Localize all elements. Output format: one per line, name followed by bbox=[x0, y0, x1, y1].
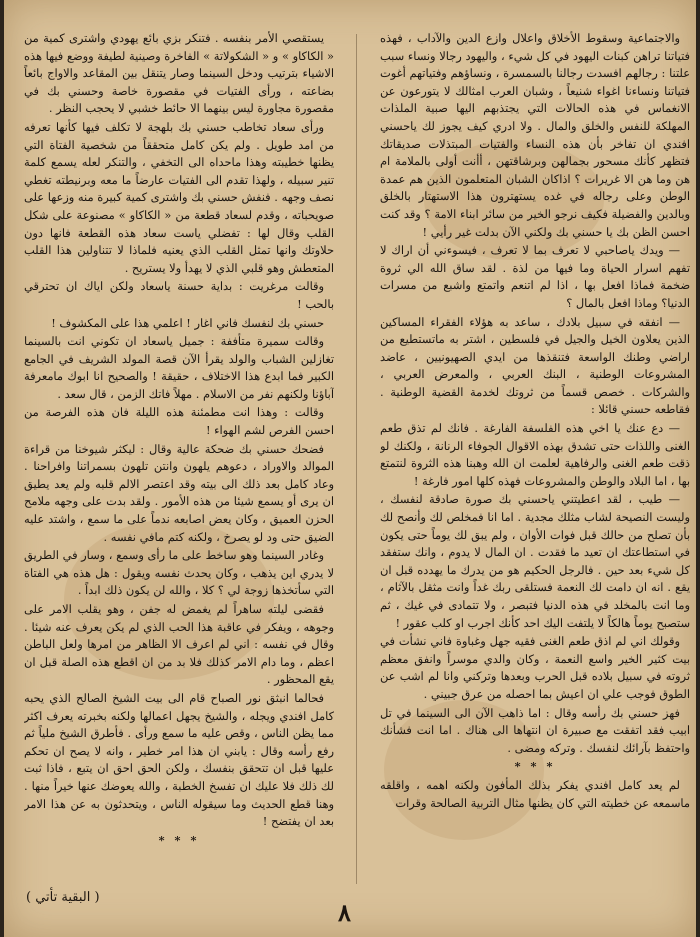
paragraph: — انفقه في سبيل بلادك ، ساعد به هؤلاء الفقراء المساكين الذين يعلاون الخيل والجيل في فلسطين ، اشتر به ماتستطيع من اراضي وطنك الواسعة فتنقذها من ايدي الصهيونيين ، عاضد المشروعات الوطنية ، البنك العربي ، والمعرض العربي ، والشركات . خصص قسماً من ثروتك لخدمة القضية الوطنية . فقاطعه حسني قائلا : bbox=[380, 314, 690, 417]
right-column bbox=[380, 30, 690, 890]
continued-note: ( البقية تأتي ) bbox=[26, 890, 100, 905]
section-separator: * * * bbox=[514, 759, 556, 774]
paragraph: فضحك حسني بك ضحكة عالية وقال : ليكثر شيوخنا من قراءة الموالد والاوراد ، دعوهم يلهون وانتن تلهون بسمراتنا وافراحنا . وعاد كامل بعد ذلك الى بيته وقد اعتصر الالم قلبه ولم يعد يطيق ان يرى أو يسمع شيئا من هذه الأمور . ولقد بدت على وجهه ملامح الحزن العميق ، وكان يعض اصابعه ندماً على ما سمع ، واشتد عليه الضيق حتى ود لو يصرخ ، ولكنه كتم مافي نفسه . bbox=[24, 441, 334, 544]
paragraph: والاجتماعية وسقوط الأخلاق واعلال وازع الدين والآداب ، فهذه فتياتنا تراهن كبنات اليهود في كل شيء ، واليهود رجالا ونساء سبب علتنا : رجالهم افسدت رجالنا بالسمسرة ، ونساؤهم وفتياتهم أغوت فتياتنا ونساءنا اغواء شنيعاً ، وشبان العرب امثالك لا يتورعون عن الانغماس في هذه الحالات التي يجتذبهم اليها صبية الملذات المهلكة للنفس والخلق والمال . ولا ادري كيف يجوز لك ياحسني افندي ان تفاخر بأن هذه النساء والفتيات المبتذلات صديقاتك فتظهر كأنك مسحور بجمالهن وبرشاقتهن ، أأنت أولى بالملامة ام هن وما هن الا غريرات ؟ اذاكان الشبان المتعلمون الذين هم عمدة الوطن وعلى رجاله في غده يستهترون هذا الاستهتار بالخلق وبالدين والفضيلة فكيف نرجو الخير من سائر ابناء الامة ؟ وقد كنت احسن الظن بك يا حسني بك ولكني الآن بدلت غير رأيي ! bbox=[380, 31, 690, 239]
paragraph: لم يعد كامل افندي يفكر بذلك المأفون ولكنه اهمه ، واقلقه ماسمعه عن خطيته التي كان يظنها مثال التربية الصالحة وقرات bbox=[380, 777, 690, 810]
paragraph: يستقصي الأمر بنفسه . فتنكر بزي بائع يهودي واشترى كمية من « الكاكاو » و « الشكولاتة » الفاخرة وصينية لطيفة ووضع فيها هذه الاشياء بترتيب ودخل السينما وصار يتنقل بين المقاعد والاواج بائعاً بضاعته ، ورأى الفتيات في مقصورة خاصة وحسني بك في مقصورة مجاورة ليس بينهما الا حائط خشبي لا يحجب النظر . bbox=[24, 31, 334, 116]
column-divider bbox=[356, 34, 357, 884]
paragraph: وقالت : وهذا انت مطمئنة هذه الليلة فان هذه الفرصة من احسن الفرص لشم الهواء ! bbox=[24, 405, 334, 438]
paragraph: — طيب ، لقد اعطيتني ياحسني بك صورة صادقة لنفسك ، وليست النصيحة لشاب مثلك مجدية . اما انا فمخلص لك وأنصح لك بأن تصلح من حالك قبل فوات الأوان ، ولم يبق لك يوماً حتى يكون في استطاعتك ان تعيد ما فقدت . ان المال لا يدوم ، وانك ستفقد كل شيء بعد حين . فالرجل الحكيم هو من يدرك ما يهدده قبل ان يقع . انه ان دامت لك النعمة فستلقى ربك غداً وانت مثقل بالآثام ، وما انت بالمخلد في هذه الدنيا فتبصر ، ولا تتمادى في غيك ، ثم ستصبح يوماً هالكاً لا يلتفت اليك احد كأنك اجرب او كلب عقور ! bbox=[380, 492, 690, 630]
paragraph: — دع عنك يا اخي هذه الفلسفة الفارغة . فانك لم تذق طعم الغنى واللذات حتى تشدق بهذه الاقوال الجوفاء الرنانة ، ولكنك لو ذقت طعم الغنى والرفاهية لعلمت ان الله وهبنا هذه الثروة لنتمتع بها ، اما البلاد والوطن والمشروعات فهذه كلها امور فارغة ! bbox=[380, 421, 690, 488]
paragraph: وغادر السينما وهو ساخط على ما رأى وسمع ، وسار في الطريق لا يدري اين يذهب ، وكان يحدث نفسه ويقول : هل هذه هي الفتاة التي سأتخذها زوجة لي ؟ كلا ، والله لن يكون ذلك ابداً . bbox=[24, 548, 334, 598]
paragraph: فقضى ليلته ساهراً لم يغمض له جفن ، وهو يقلب الامر على وجوهه ، ويفكر في عاقبة هذا الحب الذي لم يكن يعرف عنه شيئا . وقال في نفسه : اني لم اعرف الا الظاهر من امرها ولعل الباطن اعظم ، وما دام الامر كذلك فلا بد من ان اقطع هذه الصلة قبل ان يقع المحظور . bbox=[24, 602, 334, 687]
page-number: ٨ bbox=[338, 898, 351, 927]
paragraph: فهز حسني بك رأسه وقال : اما ذاهب الآن الى السينما في تل ابيب فقد اتفقت مع صبيرة ان انتهاها الى هناك . اما انت فشأنك واحتفظ بآرائك لنفسك . وتركه ومضى . bbox=[380, 705, 690, 755]
left-column bbox=[24, 30, 334, 890]
paragraph: — ويدك ياصاحبي لا تعرف بما لا تعرف ، فيسوءني أن اراك لا تفهم اسرار الحياة وما فيها من لذة . لقد ساق الله الي ثروة ضخمة فماذا افعل بها ، اذا لم اتنعم واتمتع واشبع من مسرات الدنيا؟ وماذا افعل بالمال ؟ bbox=[380, 243, 690, 310]
paragraph: وقالت مرغريت : بداية حسنة ياسعاد ولكن اياك ان تحترقي بالحب ! bbox=[24, 279, 334, 311]
paragraph: ورأى سعاد تخاطب حسني بك بلهجة لا تكلف فيها كأنها تعرفه من امد طويل . ولم يكن كامل متحققاً من شخصية الفتاة التي يظنها خطيبته وهذا ماحداه الى التخفي ، والتنكر لعله يسمع كلمة تنير سبيله ، ولهذا تقدم الى الفتيات عارضاً ما معه وبرنيطته تغطي نصف وجهه . فنفش حسني بك واشترى كمية كبيرة منه وزعها على صويحباته ، وقدم لسعاد قطعة من « الكاكاو » مصنوعة على شكل القلب وقال لها : تفضلي ياست سعاد هذه القطعة فانها دون حلاوتك وانها تمثل القلب الذي يعنيه فلماذا لا تتناولين هذا القلب المتعطش وهو قلبي الذي لا يهدأ ولا يستريح . bbox=[24, 119, 334, 275]
paragraph: فحالما انبثق نور الصباح قام الى بيت الشيخ الصالح الذي يحبه كامل افندي ويجله ، والشيخ يجهل اعمالها ولكنه بخبرته يعرف اكثر مما يظن الناس ، وقص عليه ما سمع ورأى . فأطرق الشيخ ملياً ثم رفع رأسه وقال : يابني ان هذا امر خطير ، وانه لا يصح ان تحكم عليها قبل ان تتحقق بنفسك ، ولكن الحق احق ان يتبع ، فاذا ثبت لك ذلك فلا عليك ان تفسخ الخطبة ، والله يعوضك عنها خيراً منها . وهنا قطع الحديث وما سيقوله الناس ، ويتحدثون به عن هذا الامر بعد ان يفتضح ! bbox=[24, 690, 334, 829]
paragraph: وقولك اني لم اذق طعم الغنى فقيه جهل وغباوة فاني نشأت في بيت كثير الخير واسع النعمة ، وكان والدي موسراً وانفق معظم ثروته في سبيل بلاده قبل الحرب وبعدها وتركني وانا لم اشب عن الطوق فوجب علي ان اعيش بما احصله من عرق جبيني . bbox=[380, 634, 690, 701]
newspaper-page bbox=[4, 0, 696, 937]
section-separator: * * * bbox=[158, 832, 200, 847]
paragraph: حسني بك لنفسك فاني اغار ! اعلمي هذا على المكشوف ! bbox=[51, 315, 324, 330]
paragraph: وقالت سميرة متأففة : جميل ياسعاد ان تكوني انت بالسينما تغازلين الشباب والولد يقرأ الآن قصة المولد الشريف في الجامع الكبير فما ابدع هذا الاختلاف ، حقيقة ! والصحيح انا ابوك مامعرفة آباؤنا ولكنهم نفر من الاسلام . مهلاً فاتك الزمن ، قال سعد . bbox=[24, 334, 334, 401]
